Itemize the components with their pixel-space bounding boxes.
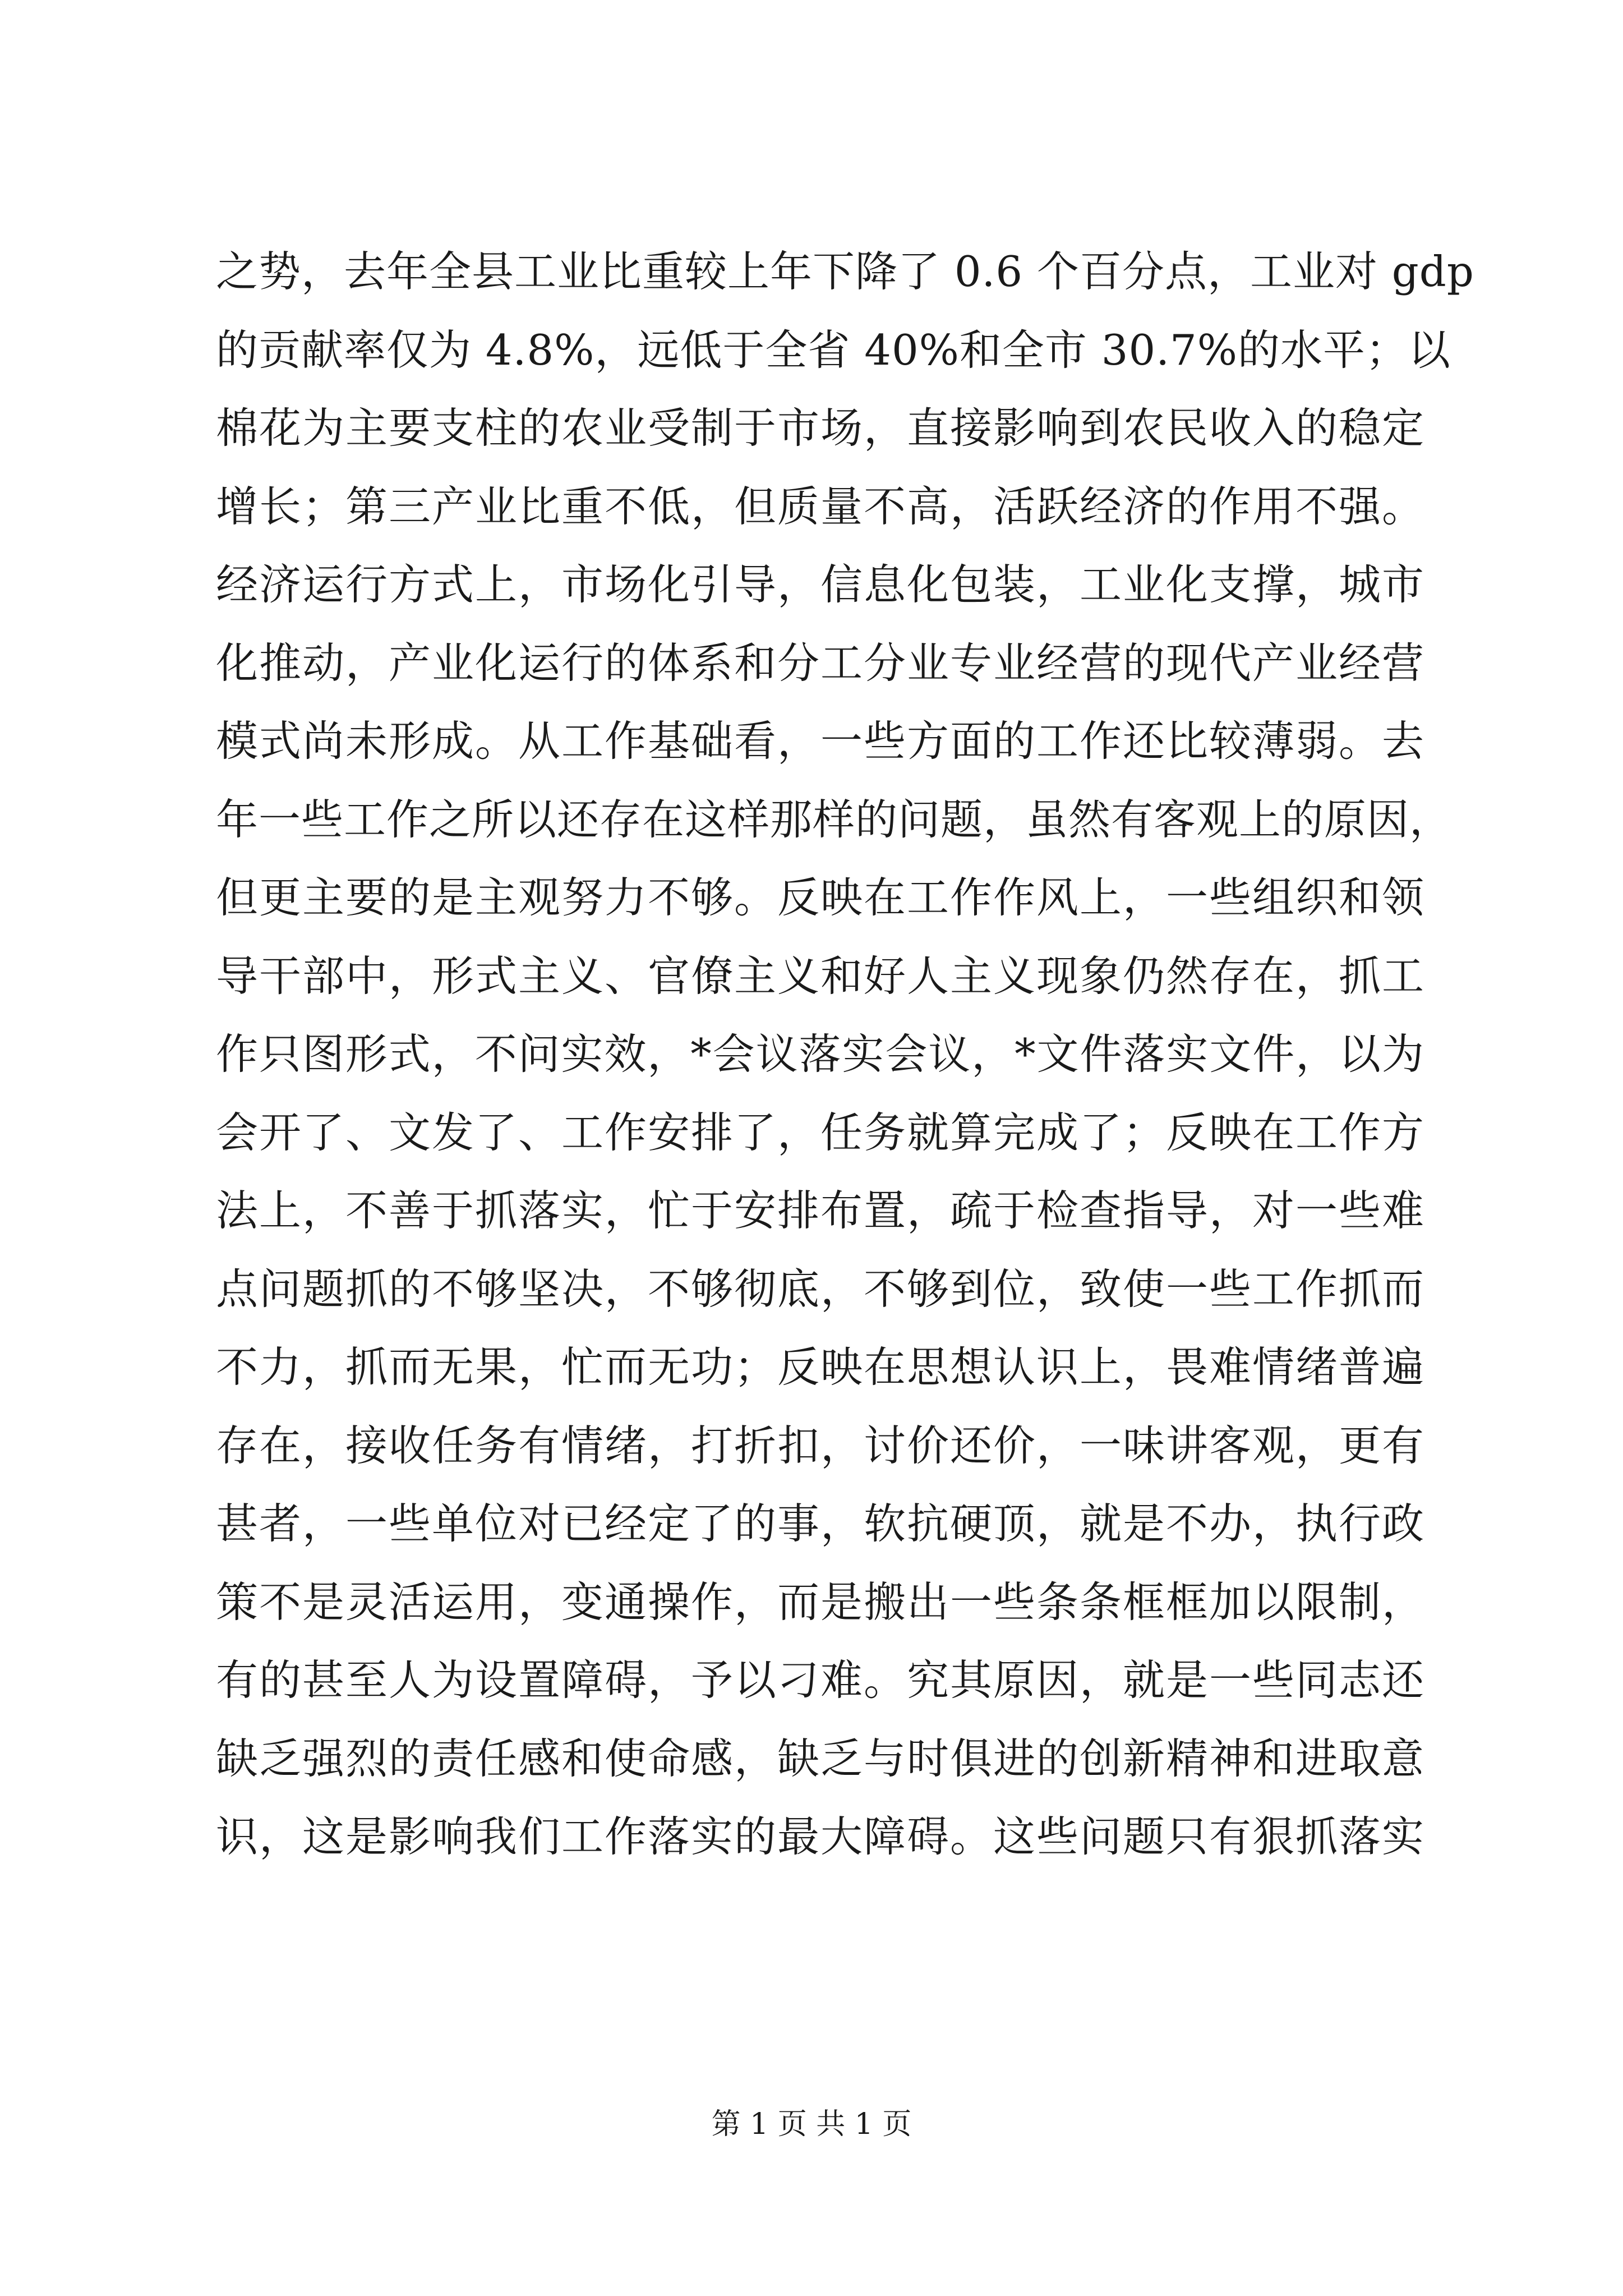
page-number-label: 第 1 页 共 1 页 — [711, 2108, 912, 2141]
text-line: 不力，抓而无果，忙而无功；反映在思想认识上，畏难情绪普遍 — [216, 1342, 1424, 1392]
text-line: 存在，接收任务有情绪，打折扣，讨价还价，一味讲客观，更有 — [216, 1420, 1424, 1470]
text-line: 会开了、文发了、工作安排了，任务就算完成了；反映在工作方 — [216, 1107, 1424, 1157]
text-line: 年一些工作之所以还存在这样那样的问题，虽然有客观上的原因， — [216, 794, 1453, 844]
text-line: 点问题抓的不够坚决，不够彻底，不够到位，致使一些工作抓而 — [216, 1264, 1424, 1314]
body-paragraph — [216, 233, 1474, 1876]
text-line: 识，这是影响我们工作落实的最大障碍。这些问题只有狠抓落实 — [216, 1812, 1424, 1861]
text-line: 之势，去年全县工业比重较上年下降了 0.6 个百分点，工业对 gdp — [216, 247, 1474, 296]
text-line: 化推动，产业化运行的体系和分工分业专业经营的现代产业经营 — [216, 638, 1424, 688]
text-line: 棉花为主要支柱的农业受制于市场，直接影响到农民收入的稳定 — [216, 403, 1424, 453]
page-footer — [0, 2105, 1623, 2144]
text-line: 有的甚至人为设置障碍，予以刁难。究其原因，就是一些同志还 — [216, 1655, 1424, 1705]
text-line: 作只图形式，不问实效，*会议落实会议，*文件落实文件，以为 — [216, 1029, 1424, 1079]
text-line: 模式尚未形成。从工作基础看，一些方面的工作还比较薄弱。去 — [216, 716, 1424, 766]
text-line: 法上，不善于抓落实，忙于安排布置，疏于检查指导，对一些难 — [216, 1186, 1424, 1235]
text-line: 缺乏强烈的责任感和使命感，缺乏与时俱进的创新精神和进取意 — [216, 1733, 1424, 1783]
text-line: 甚者，一些单位对已经定了的事，软抗硬顶，就是不办，执行政 — [216, 1499, 1424, 1548]
text-line: 策不是灵活运用，变通操作，而是搬出一些条条框框加以限制， — [216, 1577, 1424, 1627]
text-line: 导干部中，形式主义、官僚主义和好人主义现象仍然存在，抓工 — [216, 951, 1424, 1001]
text-line: 经济运行方式上，市场化引导，信息化包装，工业化支撑，城市 — [216, 560, 1424, 609]
text-line: 的贡献率仅为 4.8%，远低于全省 40%和全市 30.7%的水平；以 — [216, 325, 1451, 375]
text-line: 但更主要的是主观努力不够。反映在工作作风上，一些组织和领 — [216, 873, 1424, 922]
text-line: 增长；第三产业比重不低，但质量不高，活跃经济的作用不强。 — [216, 481, 1424, 531]
